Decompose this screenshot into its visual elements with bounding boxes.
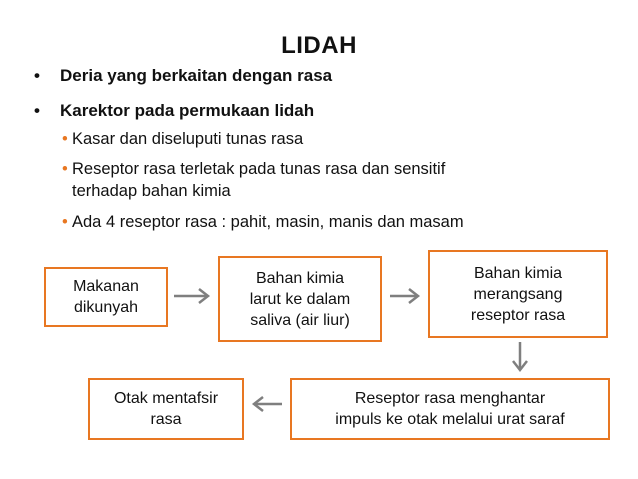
flow-box-text: Bahan kimia larut ke dalam saliva (air liur) bbox=[249, 269, 351, 329]
flow-box-text: Makanan dikunyah bbox=[73, 278, 139, 316]
sub-bullet-marker: • bbox=[62, 213, 68, 231]
sub-bullet-text: Ada 4 reseptor rasa : pahit, masin, manis dan masam bbox=[72, 213, 464, 231]
flow-box-text: Bahan kimia merangsang reseptor rasa bbox=[470, 264, 566, 324]
bullet-marker: • bbox=[34, 101, 40, 120]
sub-bullet-marker: • bbox=[62, 130, 68, 148]
sub-bullet-text-cont: terhadap bahan kimia bbox=[72, 182, 231, 200]
bullet-text: Karektor pada permukaan lidah bbox=[60, 101, 315, 120]
bullet-marker: • bbox=[34, 66, 40, 85]
bullet-text: Deria yang berkaitan dengan rasa bbox=[60, 66, 333, 85]
flow-box-text: Reseptor rasa menghantar impuls ke otak melalui urat saraf bbox=[335, 390, 565, 428]
sub-bullet-marker: • bbox=[62, 160, 68, 178]
flow-box-text: Otak mentafsir rasa bbox=[113, 390, 219, 428]
slide-title: LIDAH bbox=[281, 32, 357, 59]
sub-bullet-text: Reseptor rasa terletak pada tunas rasa dan sensitif bbox=[72, 160, 446, 178]
sub-bullet-text: Kasar dan diseluputi tunas rasa bbox=[72, 130, 304, 148]
